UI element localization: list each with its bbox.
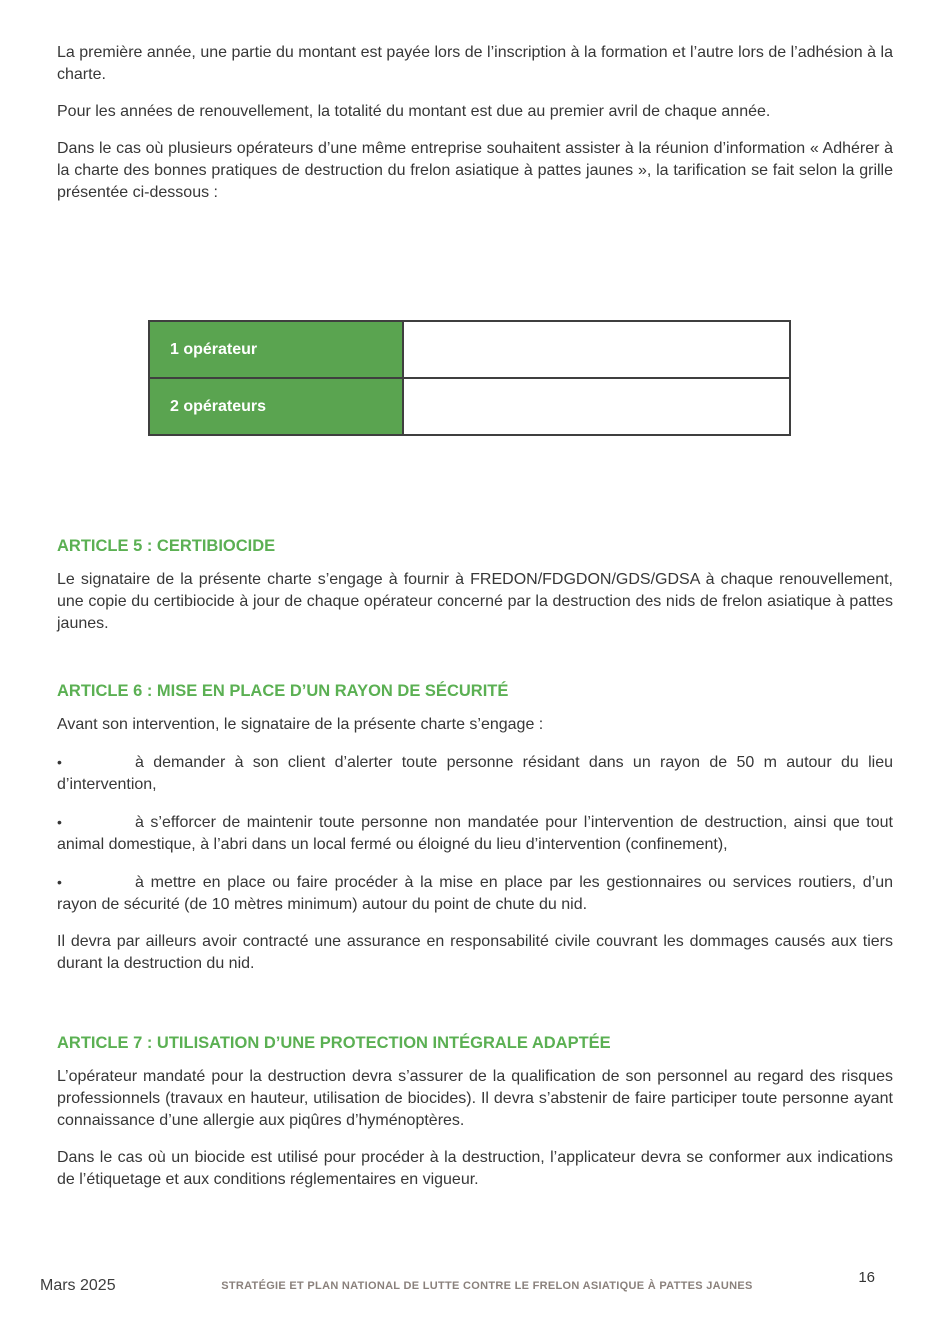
bullet-text: à s’efforcer de maintenir toute personne non mandatée pour l’intervention de destruction, ainsi que tout animal domestique, à l’abri dans un local fermé ou éloigné du lieu d’intervention (confinement), [57, 814, 893, 853]
footer-date: Mars 2025 [40, 1277, 116, 1294]
article-6-intro: Avant son intervention, le signataire de la présente charte s’engage : [57, 716, 544, 733]
pricing-table-wrap [148, 320, 893, 436]
row-label-cell: 2 opérateurs [149, 378, 403, 435]
intro-paragraph-1: La première année, une partie du montant est payée lors de l’inscription à la formation et l’autre lors de l’adhésion à la charte. [57, 44, 893, 83]
bullet-icon: • [57, 874, 62, 890]
section-article-5 [57, 535, 893, 635]
pricing-table [148, 320, 791, 436]
bullet-text: à mettre en place ou faire procéder à la mise en place par les gestionnaires ou services routiers, d’un rayon de sécurité (de 10 mètres minimum) autour du point de chute du nid. [57, 874, 893, 913]
article-6-bullet-2 [57, 811, 893, 856]
bullet-icon: • [57, 754, 62, 770]
article-7-heading: ARTICLE 7 : UTILISATION D’UNE PROTECTION INTÉGRALE ADAPTÉE [57, 1034, 611, 1052]
article-7-paragraph-1: L’opérateur mandaté pour la destruction devra s’assurer de la qualification de son personnel au regard des risques professionnels (travaux en hauteur, utilisation de biocides). Il devra s’abstenir de faire participer toute personne ayant connaissance d’une allergie aux piqûres d’hyménoptères. [57, 1068, 893, 1129]
row-value-cell [403, 321, 790, 378]
intro-paragraph-2: Pour les années de renouvellement, la totalité du montant est due au premier avril de chaque année. [57, 103, 771, 120]
article-5-paragraph: Le signataire de la présente charte s’engage à fournir à FREDON/FDGDON/GDS/GDSA à chaque renouvellement, une copie du certibiocide à jour de chaque opérateur concerné par la destruction des nids de frelon asiatique à pattes jaunes. [57, 571, 893, 632]
article-6-heading: ARTICLE 6 : MISE EN PLACE D’UN RAYON DE SÉCURITÉ [57, 682, 509, 700]
row-value-cell [403, 378, 790, 435]
table-row [149, 321, 790, 378]
footer-running-title: STRATÉGIE ET PLAN NATIONAL DE LUTTE CONTRE LE FRELON ASIATIQUE À PATTES JAUNES [221, 1280, 753, 1292]
article-5-heading: ARTICLE 5 : CERTIBIOCIDE [57, 537, 276, 555]
bullet-text: à demander à son client d’alerter toute personne résidant dans un rayon de 50 m autour du lieu d’intervention, [57, 754, 893, 793]
intro-paragraph-3: Dans le cas où plusieurs opérateurs d’une même entreprise souhaitent assister à la réunion d’information « Adhérer à la charte des bonnes pratiques de destruction du frelon asiatique à pattes jaunes », la tarification se fait selon la grille présentée ci-dessous : [57, 140, 893, 201]
table-row [149, 378, 790, 435]
article-6-closing: Il devra par ailleurs avoir contracté une assurance en responsabilité civile couvrant les dommages causés aux tiers durant la destruction du nid. [57, 933, 893, 972]
section-article-7 [57, 1032, 893, 1191]
row-label-cell: 1 opérateur [149, 321, 403, 378]
footer-page-number: 16 [858, 1269, 875, 1286]
section-article-6 [57, 680, 893, 975]
article-6-bullet-1 [57, 751, 893, 796]
article-6-bullet-3 [57, 871, 893, 916]
bullet-icon: • [57, 814, 62, 830]
page-footer [40, 1269, 893, 1295]
article-7-paragraph-2: Dans le cas où un biocide est utilisé pour procéder à la destruction, l’applicateur devra se conformer aux indications de l’étiquetage et aux conditions réglementaires en vigueur. [57, 1149, 893, 1188]
